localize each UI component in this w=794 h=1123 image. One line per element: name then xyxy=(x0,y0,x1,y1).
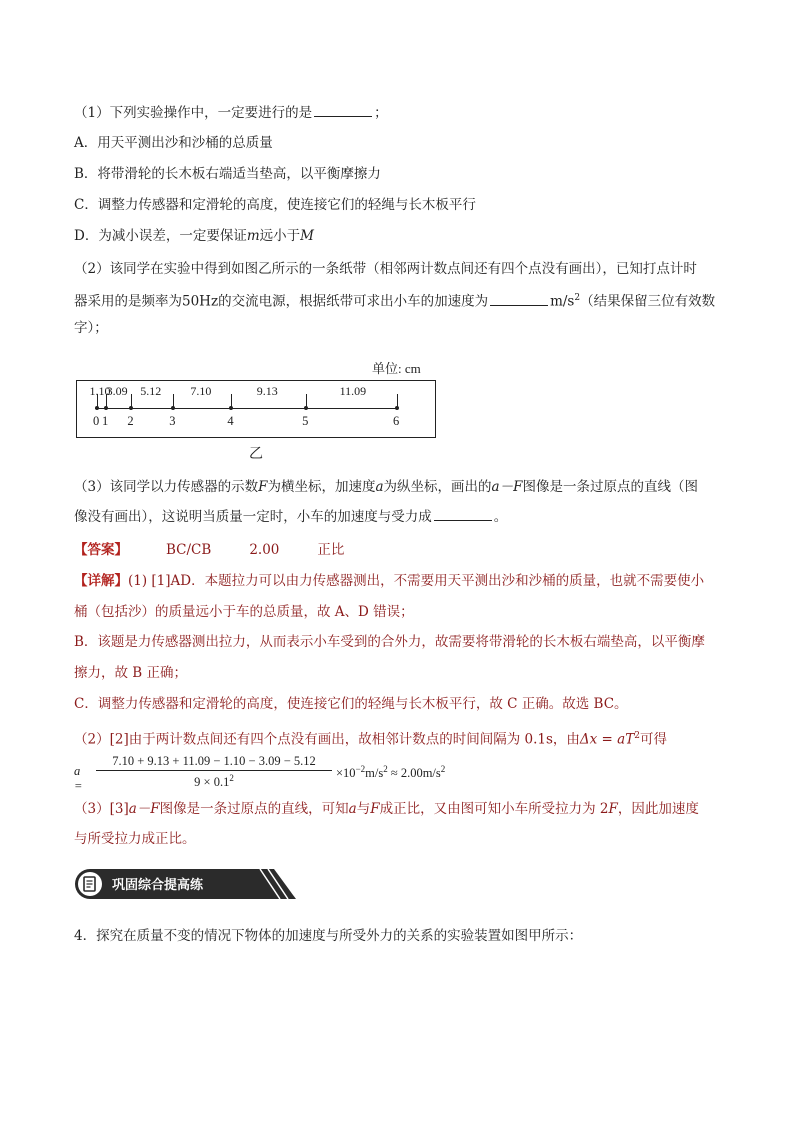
count-point-label: 1 xyxy=(102,414,109,428)
count-point-dot xyxy=(104,406,108,410)
count-point-dot xyxy=(229,406,233,410)
answer-line: 【答案】 BC/CB 2.00 正比 xyxy=(74,542,345,558)
count-point-label: 3 xyxy=(169,414,176,428)
count-point-dot xyxy=(395,406,399,410)
count-point-label: 0 xyxy=(93,414,100,428)
count-point-dot xyxy=(95,406,99,410)
count-point-label: 5 xyxy=(302,414,309,428)
q2-line1: （2）该同学在实验中得到如图乙所示的一条纸带（相邻两计数点间还有四个点没有画出），已知打点计时 xyxy=(74,261,697,277)
q1-option-a: A．用天平测出沙和沙桶的总质量 xyxy=(74,135,273,151)
segment-length-label: 11.09 xyxy=(339,384,367,398)
explain-line2: 桶（包括沙）的质量远小于车的总质量，故 A、D 错误； xyxy=(74,604,414,620)
q2-line2: 器采用的是频率为50Hz的交流电源，根据纸带可求出小车的加速度为 $m/s^2$（结果保留三位有效数 xyxy=(74,293,716,310)
count-point-dot xyxy=(304,406,308,410)
paper-tape-figure xyxy=(76,380,436,438)
segment-length-label: 3.09 xyxy=(106,384,128,398)
banner-title: 巩固综合提高练 xyxy=(112,878,204,893)
section-banner xyxy=(74,868,298,900)
tape-line xyxy=(95,408,398,409)
explain-line8: 与所受拉力成正比。 xyxy=(74,831,196,847)
answer-blank xyxy=(314,104,372,117)
count-point-label: 4 xyxy=(227,414,234,428)
explain-line6: （2）[2]由于两计数点间还有四个点没有画出，故相邻计数点的时间间隔为 0.1s，由$\Delta x = aT^2$可得 xyxy=(74,731,667,748)
figure-unit-label: 单位: cm xyxy=(372,361,421,376)
explain-line3: B．该题是力传感器测出拉力，从而表示小车受到的合外力，故需要将带滑轮的长木板右端垫高，以平衡摩 xyxy=(74,634,705,650)
figure-caption: 乙 xyxy=(249,446,263,462)
segment-length-label: 1.10 xyxy=(89,384,111,398)
fraction-bar xyxy=(96,770,332,771)
segment-length-label: 5.12 xyxy=(140,384,162,398)
answer-blank xyxy=(434,508,492,521)
answer-blank xyxy=(490,293,548,306)
q3-line2: 像没有画出），这说明当质量一定时，小车的加速度与受力成 。 xyxy=(74,509,508,525)
count-point-label: 6 xyxy=(393,414,400,428)
q1-stem: （1）下列实验操作中，一定要进行的是 ； xyxy=(74,105,388,121)
explain-line4: 擦力，故 B 正确； xyxy=(74,665,188,681)
explain-line7: （3）[3]a－F图像是一条过原点的直线，可知a与F成正比，又由图可知小车所受拉力为 2F，因此加速度 xyxy=(74,801,699,817)
count-point-dot xyxy=(129,406,133,410)
q4-text: 4．探究在质量不变的情况下物体的加速度与所受外力的关系的实验装置如图甲所示： xyxy=(74,928,583,944)
q1-option-c: C．调整力传感器和定滑轮的高度，使连接它们的轻绳与长木板平行 xyxy=(74,197,476,213)
segment-length-label: 7.10 xyxy=(190,384,212,398)
count-point-dot xyxy=(171,406,175,410)
q2-line3: 字）； xyxy=(74,320,108,336)
count-point-label: 2 xyxy=(127,414,134,428)
explain-line5: C．调整力传感器和定滑轮的高度，使连接它们的轻绳与长木板平行，故 C 正确。故选 BC。 xyxy=(74,696,628,712)
q3-line1: （3）该同学以力传感器的示数F为横坐标，加速度a为纵坐标，画出的a－F图像是一条过原点的直线（图 xyxy=(74,479,698,495)
q1-option-b: B．将带滑轮的长木板右端适当垫高，以平衡摩擦力 xyxy=(74,166,381,182)
explain-line1: 【详解】(1) [1]AD．本题拉力可以由力传感器测出，不需要用天平测出沙和沙桶的质量，也就不需要使小 xyxy=(74,573,705,589)
segment-length-label: 9.13 xyxy=(256,384,278,398)
q1-option-d: D．为减小误差，一定要保证m远小于M xyxy=(74,228,314,244)
